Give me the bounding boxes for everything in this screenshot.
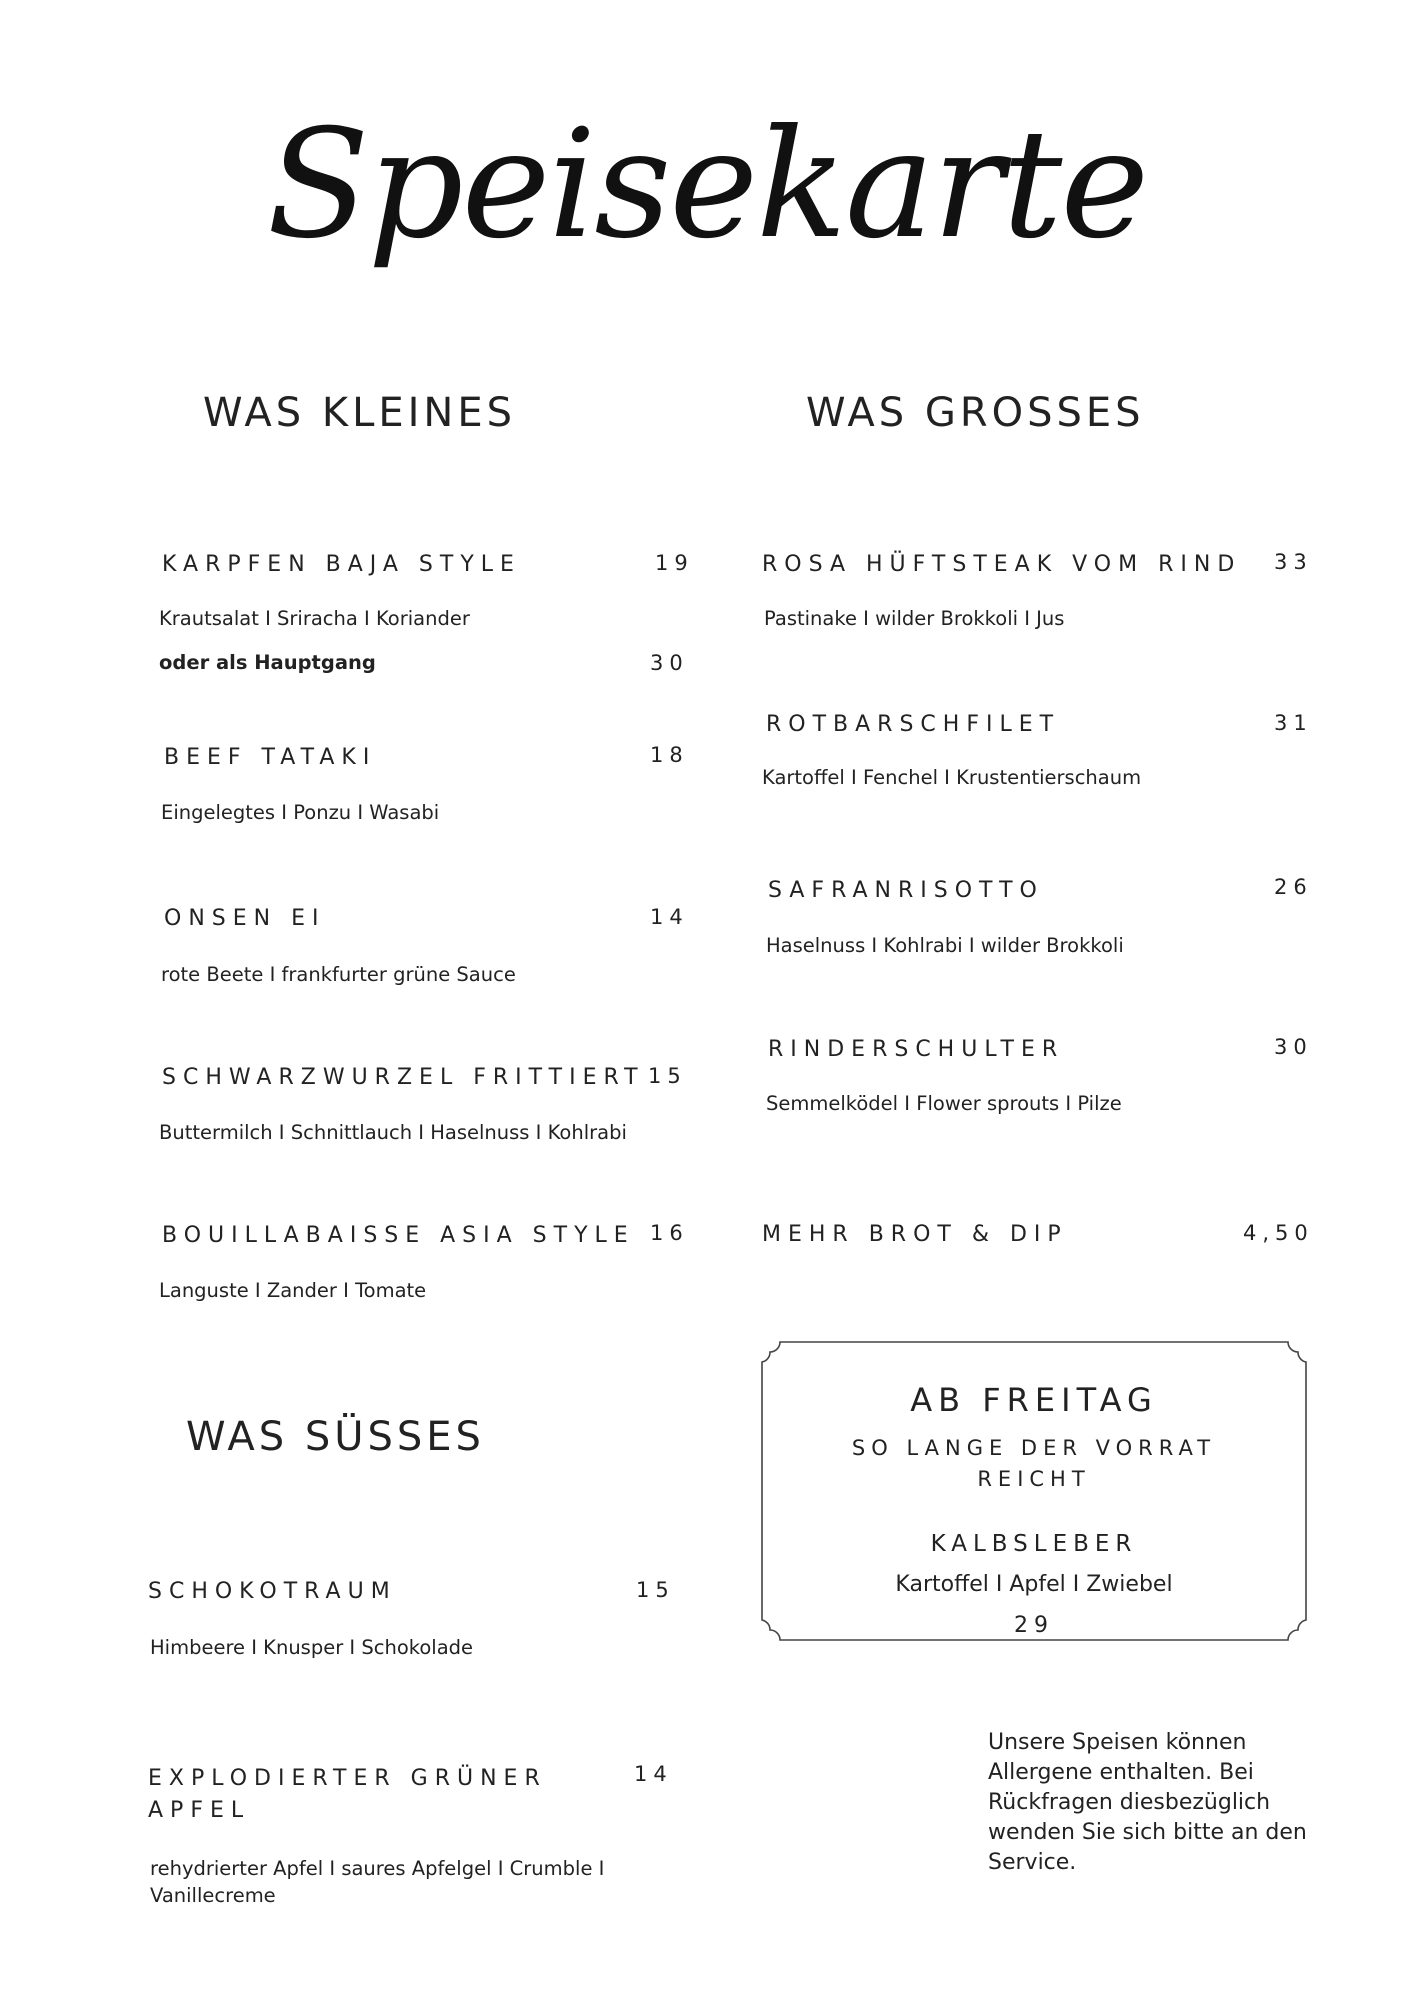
special-title: AB FREITAG	[910, 1381, 1158, 1419]
item-name: RINDERSCHULTER	[768, 1037, 1065, 1062]
item-name: BOUILLABAISSE ASIA STYLE	[162, 1223, 635, 1248]
special-price: 29	[1014, 1613, 1054, 1638]
item-price: 33	[1274, 550, 1313, 574]
item-price: 19	[655, 551, 694, 575]
item-price: 4,50	[1243, 1221, 1314, 1245]
item-price: 18	[650, 743, 689, 767]
item-description: Himbeere I Knusper I Schokolade	[150, 1636, 474, 1659]
special-description: Kartoffel I Apfel I Zwiebel	[895, 1572, 1173, 1597]
item-price: 15	[648, 1064, 687, 1088]
item-name: MEHR BROT & DIP	[762, 1222, 1068, 1247]
item-price: 30	[1274, 1035, 1313, 1059]
item-description: Pastinake I wilder Brokkoli I Jus	[764, 607, 1065, 630]
item-description: rehydrierter Apfel I saures Apfelgel I Crumble I Vanillecreme	[150, 1857, 605, 1907]
item-price: 15	[636, 1578, 675, 1602]
item-price: 14	[650, 905, 689, 929]
item-option-label: oder als Hauptgang	[159, 651, 376, 674]
item-name: ONSEN EI	[164, 906, 326, 931]
item-name: SCHWARZWURZEL FRITTIERT	[162, 1065, 645, 1090]
item-description: rote Beete I frankfurter grüne Sauce	[161, 963, 516, 986]
special-dish: KALBSLEBER	[930, 1531, 1138, 1557]
item-option-price: 30	[650, 651, 689, 675]
item-name: KARPFEN BAJA STYLE	[162, 552, 521, 577]
item-description: Kartoffel I Fenchel I Krustentierschaum	[762, 766, 1142, 789]
item-name: ROSA HÜFTSTEAK VOM RIND	[762, 552, 1242, 577]
section-heading-suesses: WAS SÜSSES	[186, 1414, 485, 1460]
item-name: BEEF TATAKI	[164, 745, 377, 770]
item-price: 14	[634, 1762, 673, 1786]
item-description: Haselnuss I Kohlrabi I wilder Brokkoli	[766, 934, 1124, 957]
item-name: EXPLODIERTER GRÜNER APFEL	[148, 1766, 547, 1823]
allergen-note: Unsere Speisen können Allergene enthalten. Bei Rückfragen diesbezüglich wenden Sie sich bitte an den Service.	[988, 1730, 1307, 1875]
item-price: 16	[650, 1221, 689, 1245]
item-description: Languste I Zander I Tomate	[159, 1279, 427, 1302]
item-price: 31	[1274, 711, 1313, 735]
item-description: Buttermilch I Schnittlauch I Haselnuss I Kohlrabi	[159, 1121, 627, 1144]
item-description: Eingelegtes I Ponzu I Wasabi	[161, 801, 440, 824]
item-name: SCHOKOTRAUM	[148, 1579, 397, 1604]
special-subtitle: SO LANGE DER VORRAT REICHT	[851, 1436, 1217, 1491]
item-description: Krautsalat I Sriracha I Koriander	[159, 607, 470, 630]
section-heading-kleines: WAS KLEINES	[203, 390, 517, 436]
menu-title: Speisekarte	[266, 98, 1148, 272]
section-heading-grosses: WAS GROSSES	[806, 390, 1145, 436]
item-price: 26	[1274, 875, 1313, 899]
item-name: SAFRANRISOTTO	[768, 878, 1044, 903]
item-name: ROTBARSCHFILET	[766, 712, 1061, 737]
item-description: Semmelködel I Flower sprouts I Pilze	[766, 1092, 1122, 1115]
